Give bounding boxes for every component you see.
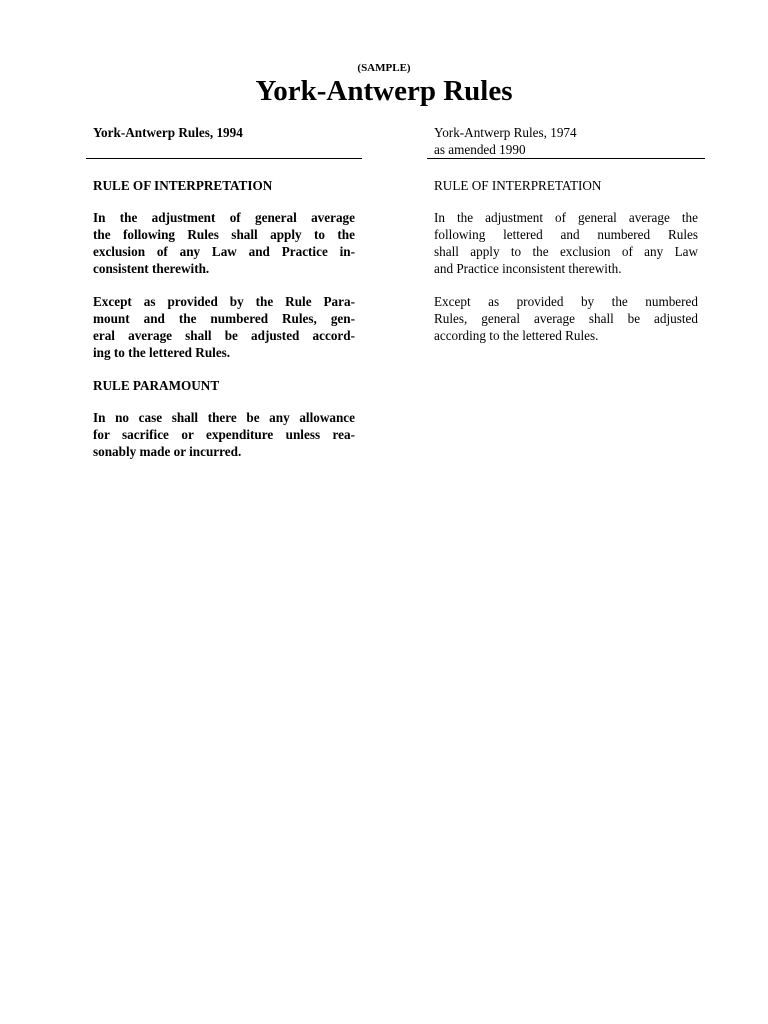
column-body <box>434 159 698 344</box>
paragraph-interpretation-scope <box>93 209 355 277</box>
paragraph-interpretation-scope <box>434 209 698 277</box>
column-1974-rules <box>427 124 705 360</box>
paragraph-line: In the adjustment of general average <box>93 210 355 225</box>
paragraph-interpretation-lettered-rules <box>93 293 355 361</box>
paragraph-line: following lettered and numbered Rules <box>434 227 698 242</box>
paragraph-line: In the adjustment of general average the <box>434 210 698 225</box>
paragraph-line: according to the lettered Rules. <box>434 328 599 343</box>
paragraph-line: shall apply to the exclusion of any Law <box>434 244 698 259</box>
column-heading <box>93 124 355 158</box>
section-heading-rule-of-interpretation: RULE OF INTERPRETATION <box>93 178 273 193</box>
sample-label: (SAMPLE) <box>357 62 411 74</box>
column-heading-line: York-Antwerp Rules, 1994 <box>93 125 243 140</box>
paragraph-rule-paramount <box>93 409 355 460</box>
document-title: York-Antwerp Rules <box>255 75 513 107</box>
column-heading <box>434 124 698 158</box>
section-heading-rule-of-interpretation: RULE OF INTERPRETATION <box>434 178 602 193</box>
column-body <box>93 159 355 460</box>
paragraph-line: Rules, general average shall be adjusted <box>434 311 698 326</box>
paragraph-line: for sacrifice or expenditure unless rea- <box>93 427 355 442</box>
paragraph-line: Except as provided by the numbered <box>434 294 698 309</box>
paragraph-line: eral average shall be adjusted accord- <box>93 328 355 343</box>
paragraph-line: consistent therewith. <box>93 261 210 276</box>
paragraph-interpretation-lettered-rules <box>434 293 698 344</box>
paragraph-line: In no case shall there be any allowance <box>93 410 355 425</box>
paragraph-line: exclusion of any Law and Practice in- <box>93 244 355 259</box>
column-1994-rules <box>86 124 362 476</box>
paragraph-line: sonably made or incurred. <box>93 444 242 459</box>
paragraph-line: Except as provided by the Rule Para- <box>93 294 355 309</box>
paragraph-line: and Practice inconsistent therewith. <box>434 261 622 276</box>
column-heading-subline: as amended 1990 <box>434 142 526 157</box>
paragraph-line: mount and the numbered Rules, gen- <box>93 311 355 326</box>
paragraph-line: ing to the lettered Rules. <box>93 345 231 360</box>
paragraph-line: the following Rules shall apply to the <box>93 227 355 242</box>
section-heading-rule-paramount: RULE PARAMOUNT <box>93 378 220 393</box>
column-heading-line: York-Antwerp Rules, 1974 <box>434 125 577 140</box>
